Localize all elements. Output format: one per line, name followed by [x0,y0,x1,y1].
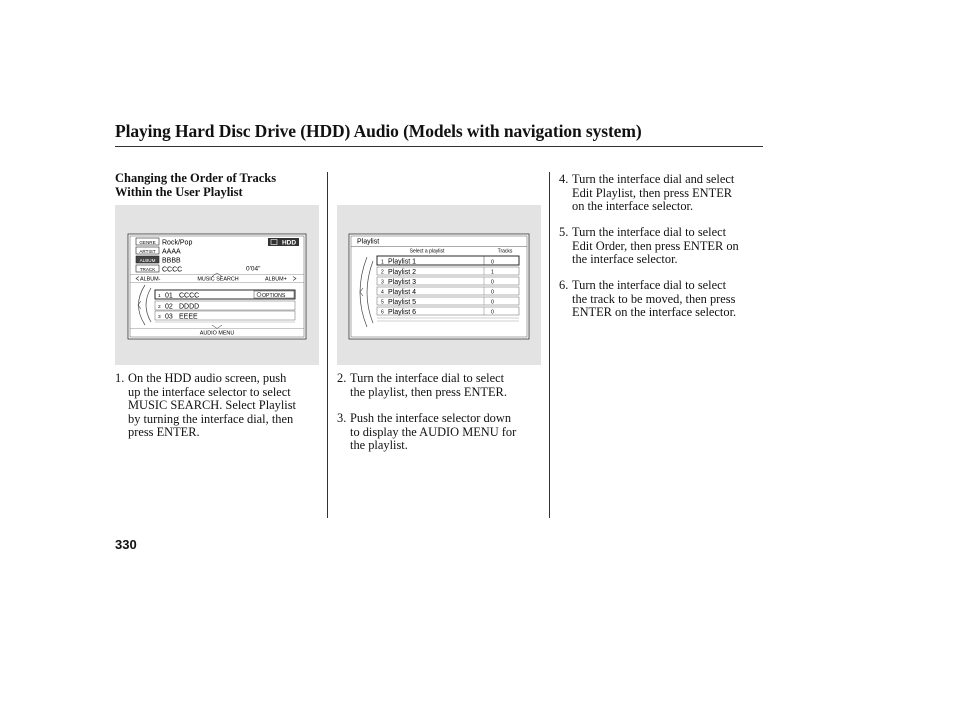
svg-text:3: 3 [158,315,161,320]
svg-text:1: 1 [491,269,494,276]
svg-text:GENRE: GENRE [139,239,156,245]
audio-menu-label[interactable]: AUDIO MENU [199,330,235,337]
album-prev-button[interactable]: ALBUM- [140,276,161,283]
svg-text:0: 0 [491,309,494,316]
column-divider-1 [327,172,328,518]
svg-text:0: 0 [491,299,494,306]
track-value: CCCC [162,266,183,274]
tag-artist [136,247,159,254]
svg-text:0: 0 [491,289,494,296]
elapsed-time: 0'04" [246,265,261,273]
svg-text:Playlist 6: Playlist 6 [388,308,417,316]
tag-track [136,265,159,272]
step-number: 5. [559,225,569,239]
step-line: to display the AUDIO MENU for [350,424,517,439]
svg-text:Playlist 2: Playlist 2 [388,268,417,276]
track-row[interactable] [155,311,295,320]
svg-text:DDDD: DDDD [179,303,200,311]
playlist-row[interactable] [377,267,519,276]
step-line: press ENTER. [128,425,200,439]
svg-text:02: 02 [165,303,173,311]
step-line: Turn the interface dial to select [350,371,505,385]
svg-text:Playlist 3: Playlist 3 [388,278,417,286]
svg-text:Playlist 1: Playlist 1 [388,258,417,266]
svg-text:5: 5 [381,299,384,306]
step-line: Turn the interface dial to select [572,278,727,292]
step-line: the track to be moved, then press [572,291,736,306]
step-number: 2. [337,371,347,385]
tracks-column-header: Tracks [497,248,513,255]
section-heading-line-1: Changing the Order of Tracks [115,171,277,185]
playlist-row[interactable] [377,307,519,316]
track-row[interactable] [155,301,295,310]
tag-genre [136,238,159,245]
svg-text:ARTIST: ARTIST [139,248,156,254]
step-line: On the HDD audio screen, push [128,371,287,385]
playlist-row[interactable] [377,297,519,306]
column-divider-2 [549,172,550,518]
step-number: 3. [337,411,347,425]
svg-text:Playlist 4: Playlist 4 [388,288,417,296]
svg-text:1: 1 [381,259,384,266]
step-line: ENTER on the interface selector. [572,305,737,319]
playlist-row[interactable] [377,256,519,266]
svg-text:1: 1 [158,294,161,299]
music-search-button[interactable]: MUSIC SEARCH [197,276,239,283]
screen-illustration-hdd [115,205,319,365]
svg-text:0: 0 [491,259,494,266]
step-line: the playlist, then press ENTER. [350,384,507,399]
step-1 [115,372,320,444]
step-line: Edit Playlist, then press ENTER [572,185,733,200]
tag-album [136,256,159,263]
step-line: Turn the interface dial to select [572,225,727,239]
svg-text:6: 6 [381,309,384,316]
step-3 [337,412,542,456]
step-line: the playlist. [350,438,408,452]
step-line: up the interface selector to select [128,384,291,399]
select-playlist-label: Select a playlist [409,248,445,255]
svg-text:2: 2 [158,305,161,310]
artist-value: AAAA [162,248,181,256]
svg-text:OPTIONS: OPTIONS [262,292,286,299]
step-number: 4. [559,172,569,186]
step-5 [559,226,764,270]
step-line: MUSIC SEARCH. Select Playlist [128,398,296,412]
svg-text:0: 0 [491,279,494,286]
step-number: 1. [115,371,125,385]
svg-text:Playlist 5: Playlist 5 [388,298,417,306]
step-line: by turning the interface dial, then [128,411,294,426]
step-line: Push the interface selector down [350,411,512,425]
page-number: 330 [115,537,137,552]
playlist-row[interactable] [377,287,519,296]
step-line: Turn the interface dial and select [572,172,735,186]
svg-text:3: 3 [381,279,384,286]
step-6 [559,279,764,323]
svg-text:EEEE: EEEE [179,313,198,321]
svg-text:01: 01 [165,292,173,300]
svg-text:HDD: HDD [281,239,297,247]
section-heading [115,172,276,199]
genre-value: Rock/Pop [162,239,193,247]
step-line: Edit Order, then press ENTER on [572,238,739,253]
page-title: Playing Hard Disc Drive (HDD) Audio (Models with navigation system) [115,121,642,141]
playlist-header: Playlist [357,238,380,246]
hdd-badge [268,238,299,247]
step-number: 6. [559,278,569,292]
album-next-button[interactable]: ALBUM+ [265,276,287,283]
step-line: the interface selector. [572,252,678,266]
screen-illustration-playlist [337,205,541,365]
svg-text:CCCC: CCCC [179,292,200,300]
svg-text:4: 4 [381,289,384,296]
album-value: BBBB [162,257,181,265]
svg-text:ALBUM: ALBUM [139,257,156,263]
svg-text:TRACK: TRACK [139,266,156,272]
section-heading-line-2: Within the User Playlist [115,184,243,199]
svg-text:2: 2 [381,269,384,276]
step-line: on the interface selector. [572,199,694,213]
step-2 [337,372,542,402]
svg-text:03: 03 [165,313,173,321]
title-divider [115,146,763,147]
step-4 [559,173,764,217]
options-button[interactable] [254,291,294,299]
playlist-row[interactable] [377,277,519,286]
